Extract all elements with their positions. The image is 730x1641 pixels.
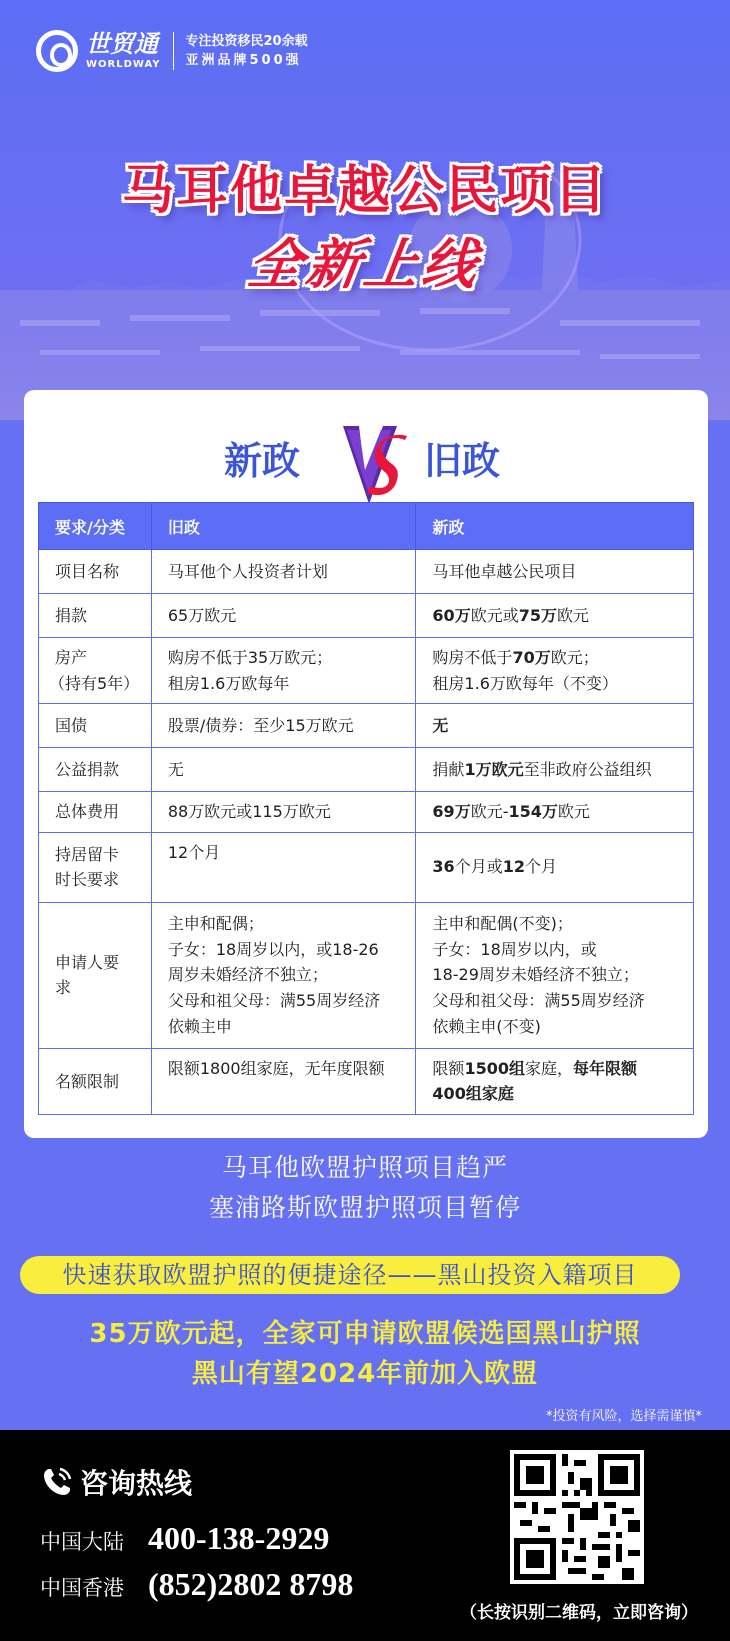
table-row [39,1048,694,1114]
phone-icon [40,1465,74,1499]
row-new-value: 捐献1万欧元至非政府公益组织 [416,748,694,792]
mainland-label: 中国大陆 [40,1530,124,1554]
table-row [39,832,694,902]
vs-label-old: 旧政 [424,439,501,483]
row-category: 捐款 [39,594,152,638]
row-new-value: 36个月或12个月 [416,832,694,902]
hotline-heading [40,1462,192,1502]
table-row [39,902,694,1048]
qr-code-icon [514,1454,640,1580]
row-old-value: 马耳他个人投资者计划 [151,550,416,594]
hk-phone-row[interactable] [40,1566,353,1603]
row-category: 申请人要求 [39,902,152,1048]
row-new-value: 马耳他卓越公民项目 [416,550,694,594]
comparison-table [38,502,694,1115]
qr-caption: （长按识别二维码，立即咨询） [460,1603,698,1623]
comparison-card [24,390,708,1138]
brand-logo-icon [36,30,78,72]
row-old-value: 65万欧元 [151,594,416,638]
row-new-value: 主申和配偶(不变)； 子女：18周岁以内，或 18-29周岁未婚经济不独立； 父母和祖父母：满55周岁经济 依赖主申(不变) [416,902,694,1048]
header-old: 旧政 [151,503,416,550]
promo-text [0,1314,730,1394]
hero-subtitle: 全新上线 [244,233,485,296]
table-row [39,748,694,792]
brand-slogan-line2: 亚洲品牌500强 [185,53,302,68]
table-row [39,638,694,704]
brand-name-en: WORLDWAY [86,59,161,70]
vs-header [24,420,708,490]
row-new-value: 购房不低于70万欧元； 租房1.6万欧每年（不变） [416,638,694,704]
row-category: 国债 [39,704,152,748]
row-new-value: 69万欧元-154万欧元 [416,792,694,833]
logo-divider [173,32,174,70]
row-old-value: 购房不低于35万欧元； 租房1.6万欧每年 [151,638,416,704]
table-header-row [39,503,694,550]
row-old-value: 限额1800组家庭，无年度限额 [151,1048,416,1114]
promo-banner: 快速获取欧盟护照的便捷途径——黑山投资入籍项目 [20,1256,680,1294]
table-row [39,594,694,638]
row-category: 公益捐款 [39,748,152,792]
header-new: 新政 [416,503,694,550]
brand-logo [36,30,308,72]
hero-title: 马耳他卓越公民项目 [121,161,608,221]
table-row [39,704,694,748]
table-row [39,792,694,833]
policy-notice [0,1148,730,1228]
row-new-value: 60万欧元或75万欧元 [416,594,694,638]
row-old-value: 88万欧元或115万欧元 [151,792,416,833]
row-category: 项目名称 [39,550,152,594]
mainland-phone-row[interactable] [40,1520,329,1557]
row-old-value: 主申和配偶； 子女：18周岁以内，或18-26 周岁未婚经济不独立； 父母和祖父母：满55周岁经济 依赖主申 [151,902,416,1048]
hero-banner [0,0,730,420]
row-new-value: 无 [416,704,694,748]
promo-line2: 黑山有望2024年前加入欧盟 [191,1359,539,1389]
row-new-value: 限额1500组家庭，每年限额 400组家庭 [416,1048,694,1114]
hk-label: 中国香港 [40,1576,124,1600]
vs-icon [339,420,409,512]
notice-line1: 马耳他欧盟护照项目趋严 [221,1153,508,1182]
mainland-phone-number[interactable]: 400-138-2929 [148,1520,330,1556]
hk-phone-number[interactable]: (852)2802 8798 [148,1566,354,1602]
vs-label-new: 新政 [224,439,301,483]
row-category: 名额限制 [39,1048,152,1114]
risk-disclaimer: *投资有风险，选择需谨慎* [545,1409,702,1424]
row-category: 房产 （持有5年） [39,638,152,704]
row-old-value: 12个月 [151,832,416,902]
qr-code[interactable] [510,1450,644,1584]
brand-name-cn: 世贸通 [86,30,158,58]
row-old-value: 无 [151,748,416,792]
notice-line2: 塞浦路斯欧盟护照项目暂停 [208,1193,521,1222]
table-row [39,550,694,594]
hotline-title: 咨询热线 [80,1467,193,1500]
contact-footer [0,1430,730,1641]
row-old-value: 股票/债券：至少15万欧元 [151,704,416,748]
header-category: 要求/分类 [39,503,152,550]
row-category: 持居留卡 时长要求 [39,832,152,902]
brand-slogan-line1: 专注投资移民20余载 [185,33,308,49]
promo-line1: 35万欧元起，全家可申请欧盟候选国黑山护照 [89,1319,641,1349]
row-category: 总体费用 [39,792,152,833]
